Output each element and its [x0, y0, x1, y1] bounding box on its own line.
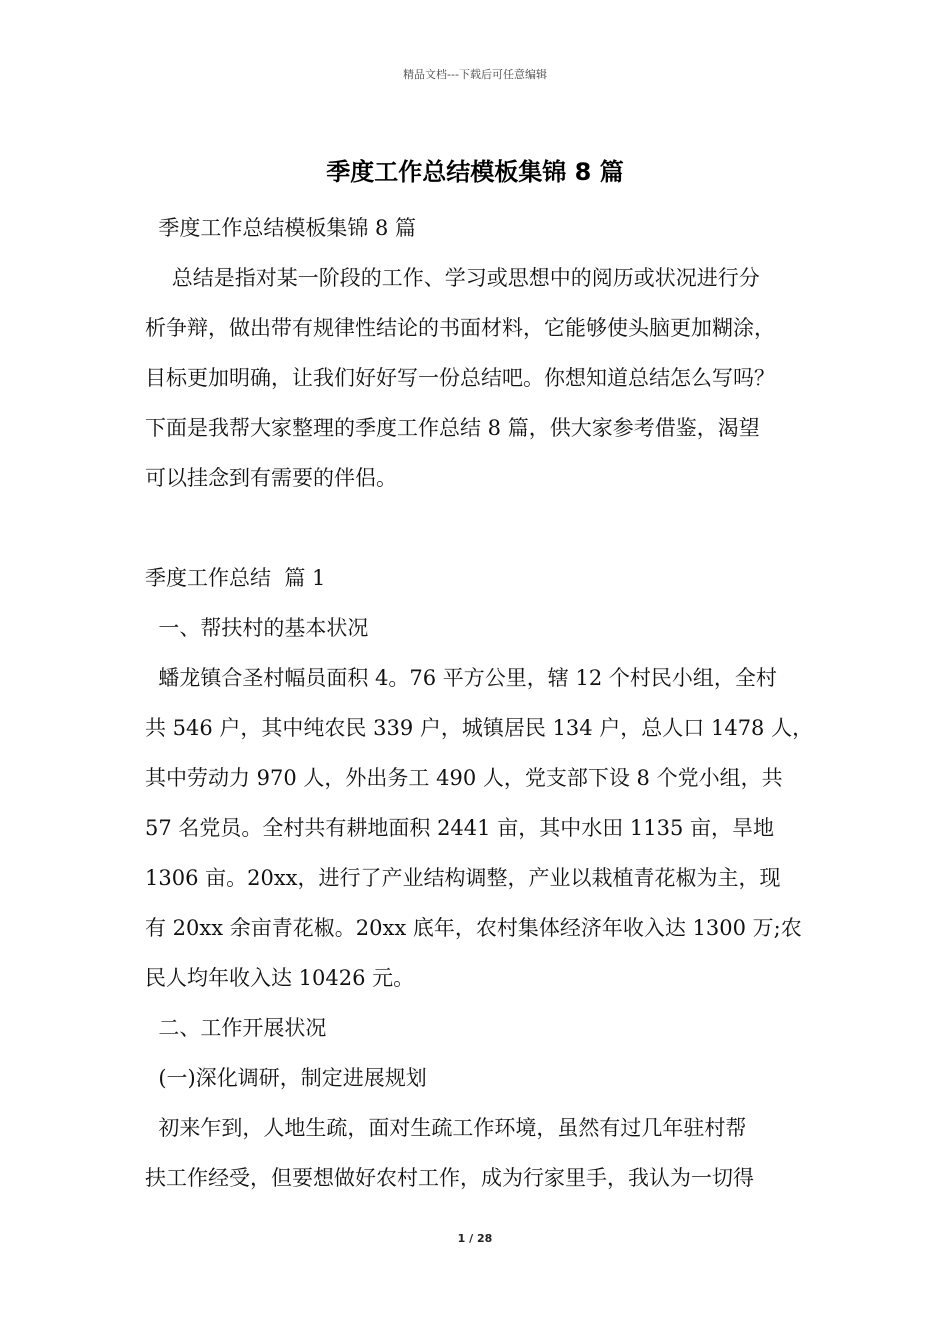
- paragraph-line: 扶工作经受，但要想做好农村工作，成为行家里手，我认为一切得: [145, 1166, 754, 1190]
- paragraph-line: (一)深化调研，制定进展规划: [145, 1066, 427, 1090]
- paragraph-line: 有 20xx 余亩青花椒。20xx 底年，农村集体经济年收入达 1300 万;农: [145, 916, 802, 940]
- paragraph-line: 季度工作总结模板集锦 8 篇: [145, 216, 417, 240]
- paragraph-line: 初来乍到，人地生疏，面对生疏工作环境，虽然有过几年驻村帮: [145, 1116, 747, 1140]
- paragraph-line: 其中劳动力 970 人，外出务工 490 人，党支部下设 8 个党小组，共: [145, 766, 783, 790]
- paragraph-line: 目标更加明确，让我们好好写一份总结吧。你想知道总结怎么写吗？: [145, 366, 775, 390]
- paragraph-line: 蟠龙镇合圣村幅员面积 4。76 平方公里，辖 12 个村民小组，全村: [145, 666, 777, 690]
- paragraph-line: 下面是我帮大家整理的季度工作总结 8 篇，供大家参考借鉴，渴望: [145, 416, 760, 440]
- document-title: 季度工作总结模板集锦 8 篇: [326, 158, 624, 186]
- paragraph-line: 57 名党员。全村共有耕地面积 2441 亩，其中水田 1135 亩，旱地: [145, 816, 774, 840]
- paragraph-line: [145, 503, 825, 553]
- paragraph-line: 析争辩，做出带有规律性结论的书面材料，它能够使头脑更加糊涂，: [145, 316, 775, 340]
- paragraph-line: 民人均年收入达 10426 元。: [145, 966, 415, 990]
- document-body: [145, 203, 825, 1203]
- paragraph-line: 可以挂念到有需要的伴侣。: [145, 466, 397, 490]
- paragraph-line: 1306 亩。20xx，进行了产业结构调整，产业以栽植青花椒为主，现: [145, 866, 781, 890]
- page-number: 1 / 28: [457, 1232, 493, 1245]
- paragraph-line: 共 546 户，其中纯农民 339 户，城镇居民 134 户，总人口 1478 人，: [145, 716, 814, 740]
- page-header: 精品文档---下载后可任意编辑: [403, 68, 547, 81]
- paragraph-line: 季度工作总结 篇 1: [145, 566, 326, 590]
- paragraph-line: 一、帮扶村的基本状况: [145, 616, 369, 640]
- paragraph-line: 二、工作开展状况: [145, 1016, 327, 1040]
- paragraph-line: 总结是指对某一阶段的工作、学习或思想中的阅历或状况进行分: [145, 266, 760, 290]
